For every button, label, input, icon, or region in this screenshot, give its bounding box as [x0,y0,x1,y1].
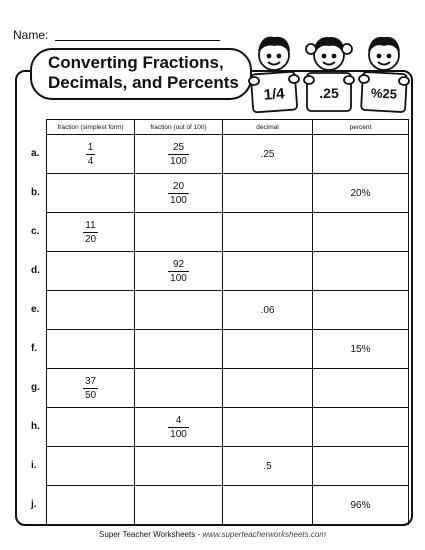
fraction [168,181,189,206]
percent-value: 96% [350,499,371,511]
table-header-row [47,120,409,135]
cell-fraction-out-of-100[interactable] [135,213,223,252]
cell-fraction-out-of-100[interactable] [135,330,223,369]
column-header: decimal [223,120,313,135]
footer-brand: Super Teacher Worksheets [99,530,196,539]
table-row [47,447,409,486]
cell-fraction-out-of-100[interactable] [135,174,223,213]
title-line-2: Decimals, and Percents [48,73,239,92]
cell-percent[interactable] [313,291,409,330]
column-header: fraction (simplest form) [47,120,135,135]
table-row [47,291,409,330]
fraction-numerator: 25 [168,142,189,155]
cell-decimal[interactable] [223,213,313,252]
footer [0,530,425,539]
fraction-numerator: 4 [168,415,189,428]
fraction [168,142,189,167]
cell-percent[interactable] [313,486,409,525]
name-label: Name: [13,28,49,42]
cell-fraction-out-of-100[interactable] [135,447,223,486]
table-row [47,252,409,291]
cell-fraction-out-of-100[interactable] [135,135,223,174]
cell-fraction-simplest[interactable] [47,213,135,252]
title-box [30,48,252,100]
column-header: fraction (out of 100) [135,120,223,135]
decimal-value: .06 [260,304,275,316]
row-label: c. [31,226,40,237]
table-row [47,174,409,213]
percent-value: 20% [350,187,371,199]
cell-decimal[interactable] [223,330,313,369]
fraction-numerator: 37 [84,375,97,387]
cell-fraction-simplest[interactable] [47,174,135,213]
cell-fraction-simplest[interactable] [47,291,135,330]
name-line[interactable] [55,40,220,41]
cell-decimal[interactable] [223,447,313,486]
fraction [83,220,98,245]
table-row [47,330,409,369]
row-label: j. [31,499,37,510]
fraction-denominator: 50 [84,389,97,401]
conversion-table [46,119,409,525]
sign-percent: %25 [370,85,398,102]
cell-percent[interactable] [313,408,409,447]
table-row [47,408,409,447]
fraction-numerator: 92 [168,259,189,272]
row-label: i. [31,460,37,471]
cell-fraction-simplest[interactable] [47,447,135,486]
title-line-1: Converting Fractions, [48,53,224,72]
sign-fraction: 1/4 [263,85,286,104]
cell-fraction-out-of-100[interactable] [135,486,223,525]
footer-separator: - [195,530,203,539]
kids-illustration [244,33,414,115]
fraction-denominator: 100 [170,428,187,440]
row-label: d. [31,265,40,276]
cell-decimal[interactable] [223,486,313,525]
kid-boy-left [259,38,289,70]
cell-fraction-out-of-100[interactable] [135,369,223,408]
cell-percent[interactable] [313,330,409,369]
fraction-denominator: 4 [87,155,94,167]
cell-decimal[interactable] [223,369,313,408]
cell-fraction-simplest[interactable] [47,369,135,408]
cell-fraction-simplest[interactable] [47,135,135,174]
cell-decimal[interactable] [223,252,313,291]
fraction [86,142,96,167]
cell-percent[interactable] [313,213,409,252]
cell-percent[interactable] [313,135,409,174]
cell-percent[interactable] [313,369,409,408]
table-row [47,213,409,252]
row-label: a. [31,148,40,159]
kid-girl-middle [306,38,352,70]
table-row [47,135,409,174]
cell-fraction-simplest[interactable] [47,252,135,291]
row-label: h. [31,421,40,432]
table-row [47,486,409,525]
cell-fraction-simplest[interactable] [47,330,135,369]
fraction-numerator: 20 [168,181,189,194]
cell-decimal[interactable] [223,174,313,213]
cell-decimal[interactable] [223,135,313,174]
cell-decimal[interactable] [223,408,313,447]
decimal-value: .25 [260,148,275,160]
row-label: e. [31,304,40,315]
cell-fraction-out-of-100[interactable] [135,252,223,291]
cell-fraction-simplest[interactable] [47,408,135,447]
cell-percent[interactable] [313,174,409,213]
fraction-denominator: 100 [170,272,187,284]
cell-percent[interactable] [313,252,409,291]
cell-decimal[interactable] [223,291,313,330]
fraction-denominator: 100 [170,194,187,206]
fraction-numerator: 1 [87,141,94,153]
fraction-denominator: 100 [170,155,187,167]
footer-url[interactable]: www.superteacherworksheets.com [202,530,326,539]
cell-fraction-out-of-100[interactable] [135,408,223,447]
percent-value: 15% [350,343,371,355]
kid-boy-right [369,38,399,70]
table-row [47,369,409,408]
decimal-value: .5 [263,460,272,472]
cell-percent[interactable] [313,447,409,486]
cell-fraction-out-of-100[interactable] [135,291,223,330]
column-header: percent [313,120,409,135]
fraction [168,259,189,284]
row-label: b. [31,187,40,198]
fraction [168,415,189,440]
fraction [83,376,98,401]
fraction-numerator: 11 [83,220,98,233]
row-label: f. [31,343,38,354]
row-label: g. [31,382,40,393]
fraction-denominator: 20 [84,233,97,245]
sign-decimal: .25 [319,85,339,101]
cell-fraction-simplest[interactable] [47,486,135,525]
